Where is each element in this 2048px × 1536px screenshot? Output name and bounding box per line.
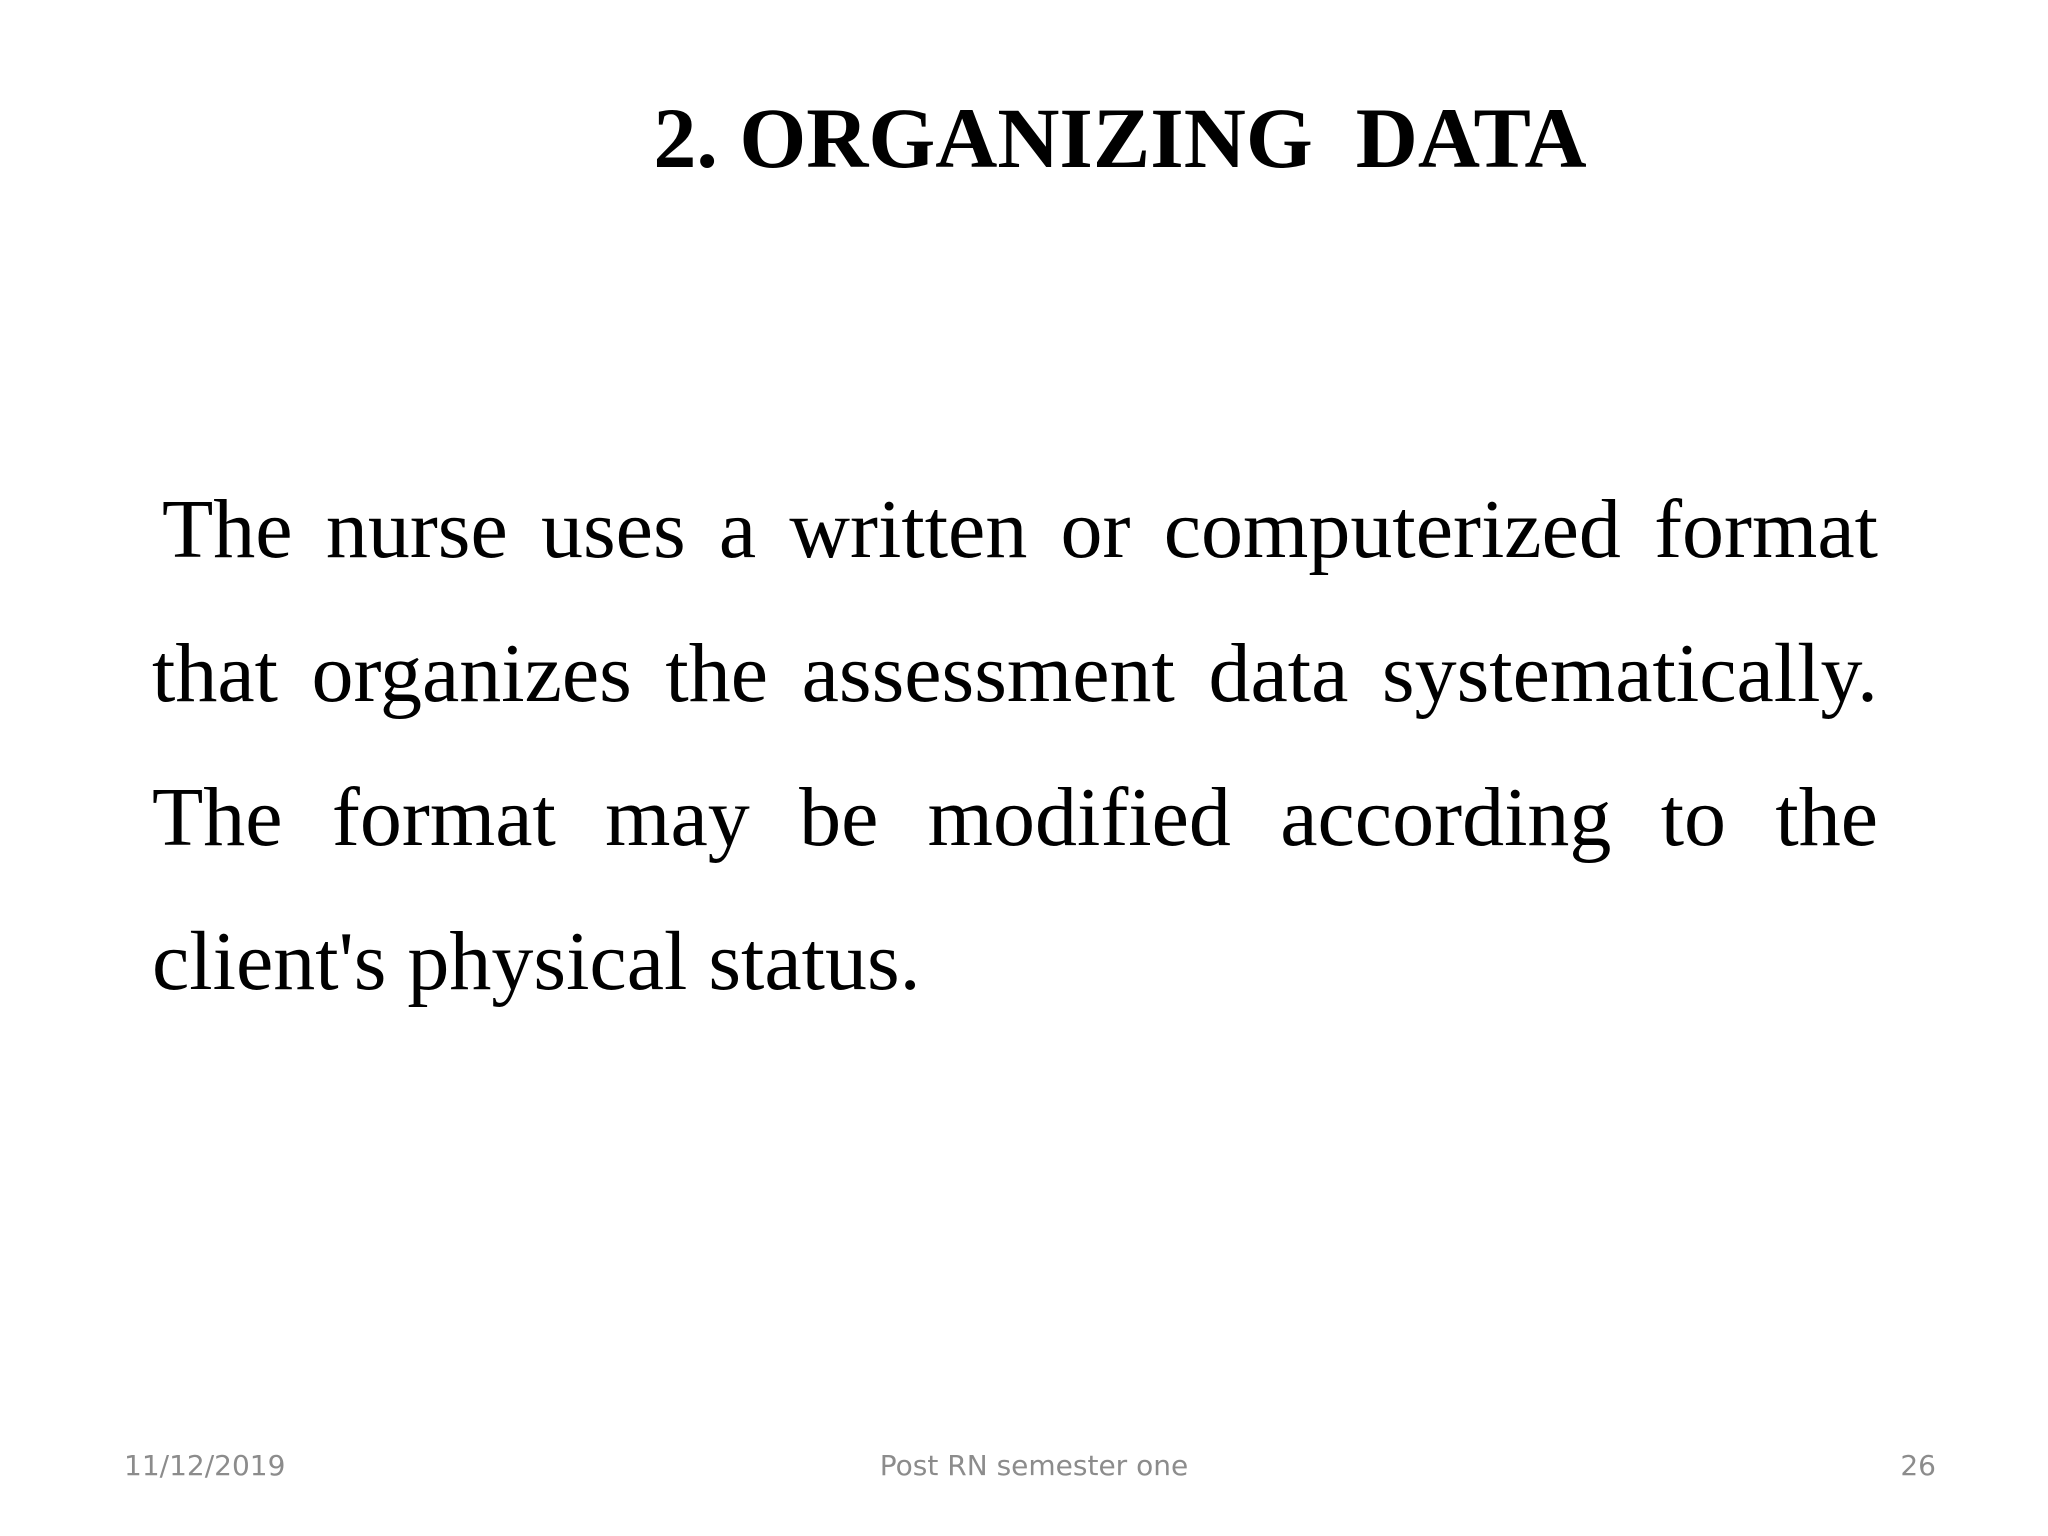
slide-body-paragraph: The nurse uses a written or computerized format that organizes the assessment data systematically. The format may be modified according to the client's physical status.	[152, 483, 1878, 1008]
footer-page-number: 26	[1900, 1449, 1936, 1482]
footer-date: 11/12/2019	[124, 1449, 286, 1482]
footer-course-label: Post RN semester one	[879, 1449, 1189, 1482]
slide-title: 2. ORGANIZING DATA	[653, 90, 1587, 186]
